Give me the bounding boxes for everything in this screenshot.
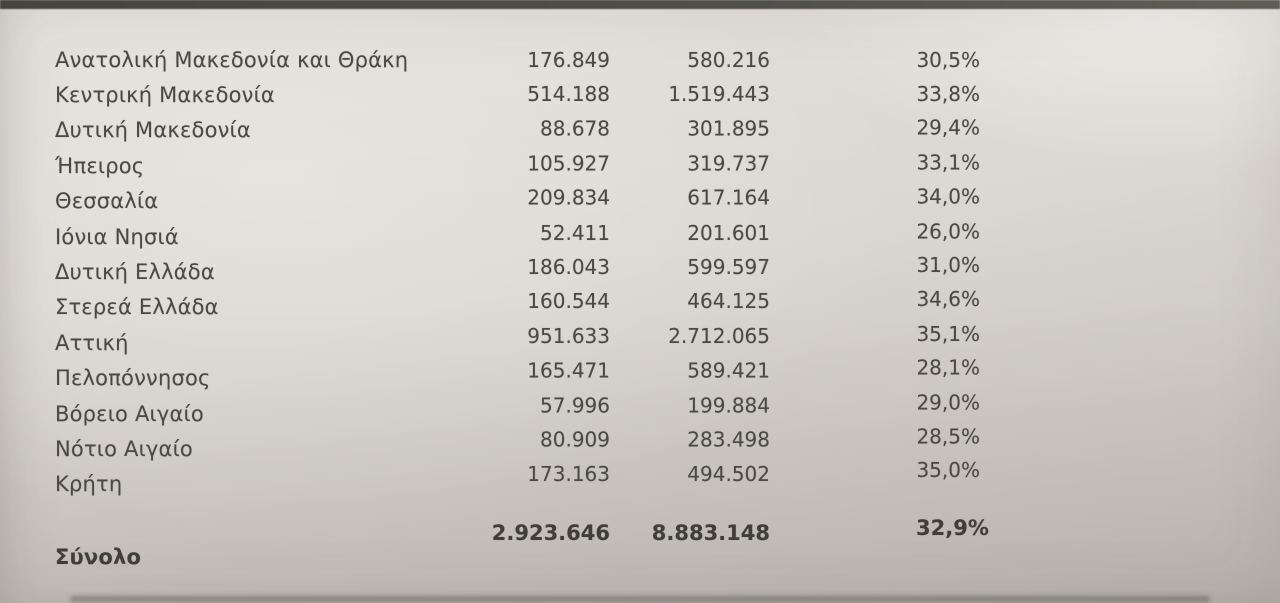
table-row [55, 219, 1055, 254]
value-1: 173.163 [527, 462, 610, 487]
row-values [475, 82, 980, 106]
value-2: 464.125 [687, 289, 770, 314]
percent-value: 29,0% [916, 390, 980, 415]
region-name: Κρήτη [55, 472, 123, 497]
row-values [475, 321, 980, 349]
table-row [55, 287, 1055, 325]
row-values [475, 355, 980, 383]
row-values [475, 151, 980, 175]
row-values [475, 289, 980, 313]
region-name: Ανατολική Μακεδονία και Θράκη [55, 47, 409, 72]
table-body [55, 42, 1055, 502]
percent-value: 29,4% [916, 116, 980, 141]
table-row [55, 355, 1055, 396]
region-name: Ήπειρος [55, 153, 145, 178]
table-row [55, 184, 1055, 219]
row-values [475, 48, 980, 72]
percent-value: 34,6% [916, 287, 980, 312]
value-1: 88.678 [540, 116, 610, 141]
value-2: 580.216 [687, 47, 770, 72]
value-2: 319.737 [687, 151, 770, 176]
percent-value: 28,1% [916, 355, 980, 380]
region-name: Δυτική Μακεδονία [55, 118, 251, 143]
value-1: 186.043 [527, 254, 610, 279]
percent-value: 34,0% [916, 184, 980, 209]
value-1: 52.411 [540, 220, 610, 245]
value-2: 617.164 [687, 185, 770, 210]
value-2: 2.712.065 [668, 324, 770, 349]
percent-value: 33,8% [916, 81, 980, 106]
row-values [475, 255, 980, 279]
value-1: 514.188 [527, 82, 610, 107]
value-2: 589.421 [687, 358, 770, 383]
region-name: Κεντρική Μακεδονία [55, 83, 275, 108]
table-row [55, 148, 1055, 183]
percent-value: 33,1% [916, 150, 980, 175]
photo-top-edge [0, 0, 1280, 9]
value-1: 57.996 [540, 393, 610, 418]
table-row [55, 390, 1055, 431]
total-value-1: 2.923.646 [491, 520, 610, 545]
table-row [55, 113, 1055, 148]
value-1: 176.849 [527, 47, 610, 72]
region-name: Ιόνια Νησιά [55, 224, 179, 249]
percent-value: 35,0% [916, 458, 980, 483]
regions-table [55, 42, 1055, 569]
value-1: 105.927 [527, 151, 610, 176]
table-row [55, 77, 1055, 112]
percent-value: 26,0% [916, 218, 980, 243]
percent-value: 28,5% [916, 424, 980, 449]
value-2: 201.601 [687, 220, 770, 245]
table-row [55, 254, 1055, 289]
region-name: Νότιο Αιγαίο [55, 436, 193, 461]
value-1: 209.834 [527, 185, 610, 210]
region-name: Δυτική Ελλάδα [55, 260, 215, 285]
row-values [475, 117, 980, 141]
region-name: Στερεά Ελλάδα [55, 295, 219, 320]
value-1: 80.909 [540, 427, 610, 452]
row-values [475, 186, 980, 210]
table-row [55, 458, 1055, 502]
photo-bottom-artifact [70, 596, 1210, 602]
percent-value: 30,5% [916, 47, 980, 72]
percent-value: 35,1% [916, 321, 980, 346]
region-name: Αττική [55, 330, 129, 355]
value-2: 199.884 [687, 393, 770, 418]
value-2: 283.498 [687, 427, 770, 452]
row-values [475, 458, 980, 487]
value-2: 599.597 [687, 254, 770, 279]
region-name: Πελοπόννησος [55, 366, 211, 391]
value-1: 165.471 [527, 358, 610, 383]
value-1: 160.544 [527, 289, 610, 314]
row-values [475, 220, 980, 244]
value-1: 951.633 [527, 324, 610, 349]
total-percent: 32,9% [916, 515, 989, 540]
row-values [475, 424, 980, 452]
total-value-2: 8.883.148 [651, 520, 770, 545]
value-2: 494.502 [687, 462, 770, 487]
total-row [55, 515, 1055, 569]
table-row [55, 42, 1055, 77]
total-values [475, 515, 989, 545]
region-name: Βόρειο Αιγαίο [55, 401, 204, 426]
percent-value: 31,0% [916, 253, 980, 278]
region-name: Θεσσαλία [55, 189, 159, 214]
total-label: Σύνολο [55, 544, 142, 569]
row-values [475, 390, 980, 418]
value-2: 1.519.443 [668, 82, 770, 107]
table-row [55, 321, 1055, 360]
value-2: 301.895 [687, 116, 770, 141]
